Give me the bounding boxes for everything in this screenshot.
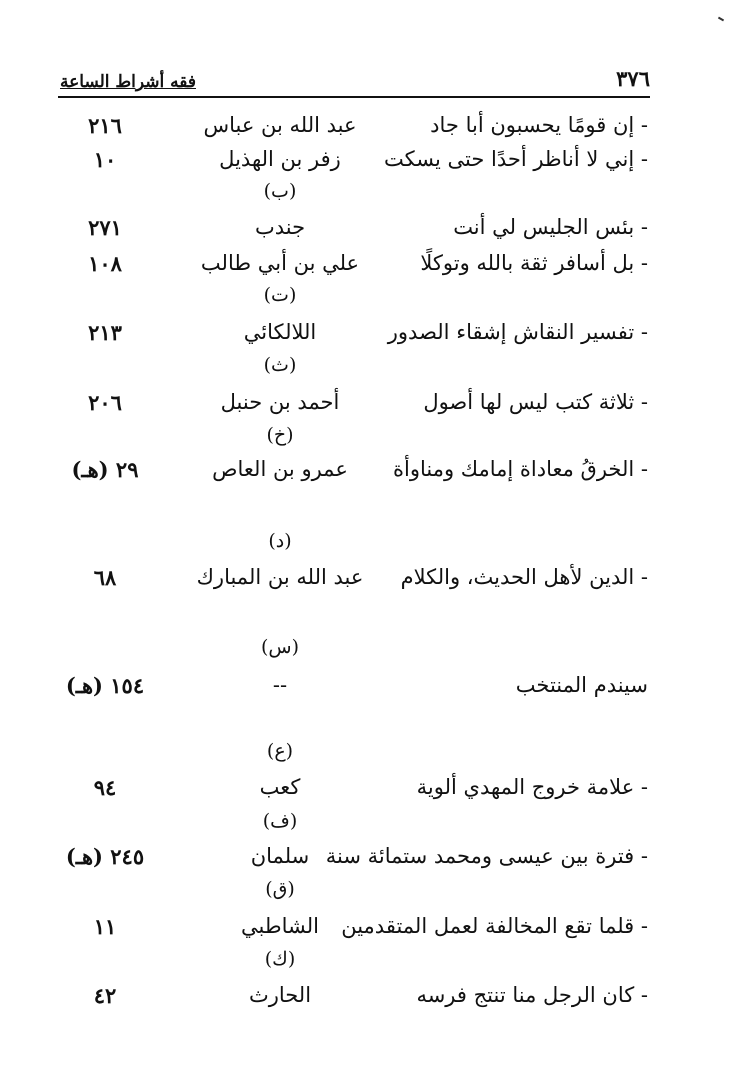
quote-text: - إن قومًا يحسبون أبا جاد bbox=[430, 113, 648, 137]
page-ref: ٤٢ bbox=[93, 983, 117, 1008]
quote-text: سيندم المنتخب bbox=[515, 673, 648, 697]
quote-text: - الدين لأهل الحديث، والكلام bbox=[400, 565, 648, 589]
speaker-name: عمرو بن العاص bbox=[212, 457, 348, 481]
quote-text: - كان الرجل منا تنتج فرسه bbox=[416, 983, 648, 1007]
section-letter: (خ) bbox=[266, 424, 294, 446]
quote-text: - ثلاثة كتب ليس لها أصول bbox=[423, 390, 648, 414]
section-letter: (ق) bbox=[265, 878, 295, 900]
quote-text: - بئس الجليس لي أنت bbox=[453, 215, 648, 239]
list-item bbox=[0, 113, 744, 147]
speaker-name: علي بن أبي طالب bbox=[200, 251, 360, 275]
page-ref: ٢١٦ bbox=[88, 113, 122, 138]
section-letter: (س) bbox=[260, 636, 300, 658]
header-rule bbox=[58, 96, 650, 98]
list-item bbox=[0, 457, 744, 491]
speaker-name: جندب bbox=[254, 215, 306, 239]
section-letter: (ث) bbox=[263, 354, 297, 376]
quote-text: - تفسير النقاش إشقاء الصدور bbox=[387, 320, 648, 344]
page-header bbox=[58, 66, 650, 96]
speaker-name: عبد الله بن عباس bbox=[203, 113, 357, 137]
quote-text: - الخرقُ معاداة إمامك ومناوأة bbox=[393, 457, 648, 481]
page-number: ٣٧٦ bbox=[616, 66, 650, 91]
page-ref: ١٠ bbox=[93, 147, 117, 172]
list-item bbox=[0, 215, 744, 249]
list-item bbox=[0, 147, 744, 181]
list-item bbox=[0, 251, 744, 285]
list-item bbox=[0, 775, 744, 809]
running-title: فقه أشراط الساعة bbox=[60, 72, 196, 92]
page-ref: ٦٨ bbox=[93, 565, 117, 590]
page-ref: ٢٩ (هـ) bbox=[71, 457, 139, 482]
section-letter: (د) bbox=[268, 530, 292, 552]
page-ref: ٢٧١ bbox=[88, 215, 122, 240]
section-letter: (ت) bbox=[263, 284, 297, 306]
speaker-name: الشاطبي bbox=[241, 914, 319, 938]
speaker-name: سلمان bbox=[250, 844, 310, 868]
list-item bbox=[0, 844, 744, 878]
speaker-name: -- bbox=[272, 673, 288, 697]
list-item bbox=[0, 320, 744, 354]
corner-mark bbox=[718, 17, 724, 22]
speaker-name: زفر بن الهذيل bbox=[219, 147, 341, 171]
speaker-name: الحارث bbox=[248, 983, 312, 1007]
page-ref: ١٥٤ (هـ) bbox=[65, 673, 145, 698]
list-item bbox=[0, 983, 744, 1017]
quote-text: - فترة بين عيسى ومحمد ستمائة سنة bbox=[325, 844, 648, 868]
quote-text: - علامة خروج المهدي ألوية bbox=[416, 775, 648, 799]
quote-text: - بل أسافر ثقة بالله وتوكلًا bbox=[420, 251, 648, 275]
list-item bbox=[0, 914, 744, 948]
page-ref: ٢٠٦ bbox=[88, 390, 122, 415]
page-ref: ٩٤ bbox=[93, 775, 117, 800]
speaker-name: عبد الله بن المبارك bbox=[196, 565, 364, 589]
section-letter: (ب) bbox=[263, 180, 297, 202]
list-item bbox=[0, 565, 744, 599]
section-letter: (ف) bbox=[262, 810, 298, 832]
quote-text: - إني لا أناظر أحدًا حتى يسكت bbox=[384, 147, 648, 171]
speaker-name: اللالكائي bbox=[243, 320, 317, 344]
list-item bbox=[0, 390, 744, 424]
page-ref: ٢٤٥ (هـ) bbox=[65, 844, 145, 869]
quote-text: - قلما تقع المخالفة لعمل المتقدمين bbox=[341, 914, 648, 938]
section-letter: (ع) bbox=[266, 740, 294, 762]
section-letter: (ك) bbox=[264, 948, 296, 970]
page-ref: ١٠٨ bbox=[88, 251, 122, 276]
speaker-name: أحمد بن حنبل bbox=[220, 390, 340, 414]
page-ref: ١١ bbox=[93, 914, 117, 939]
page-ref: ٢١٣ bbox=[88, 320, 122, 345]
list-item bbox=[0, 673, 744, 707]
speaker-name: كعب bbox=[259, 775, 301, 799]
